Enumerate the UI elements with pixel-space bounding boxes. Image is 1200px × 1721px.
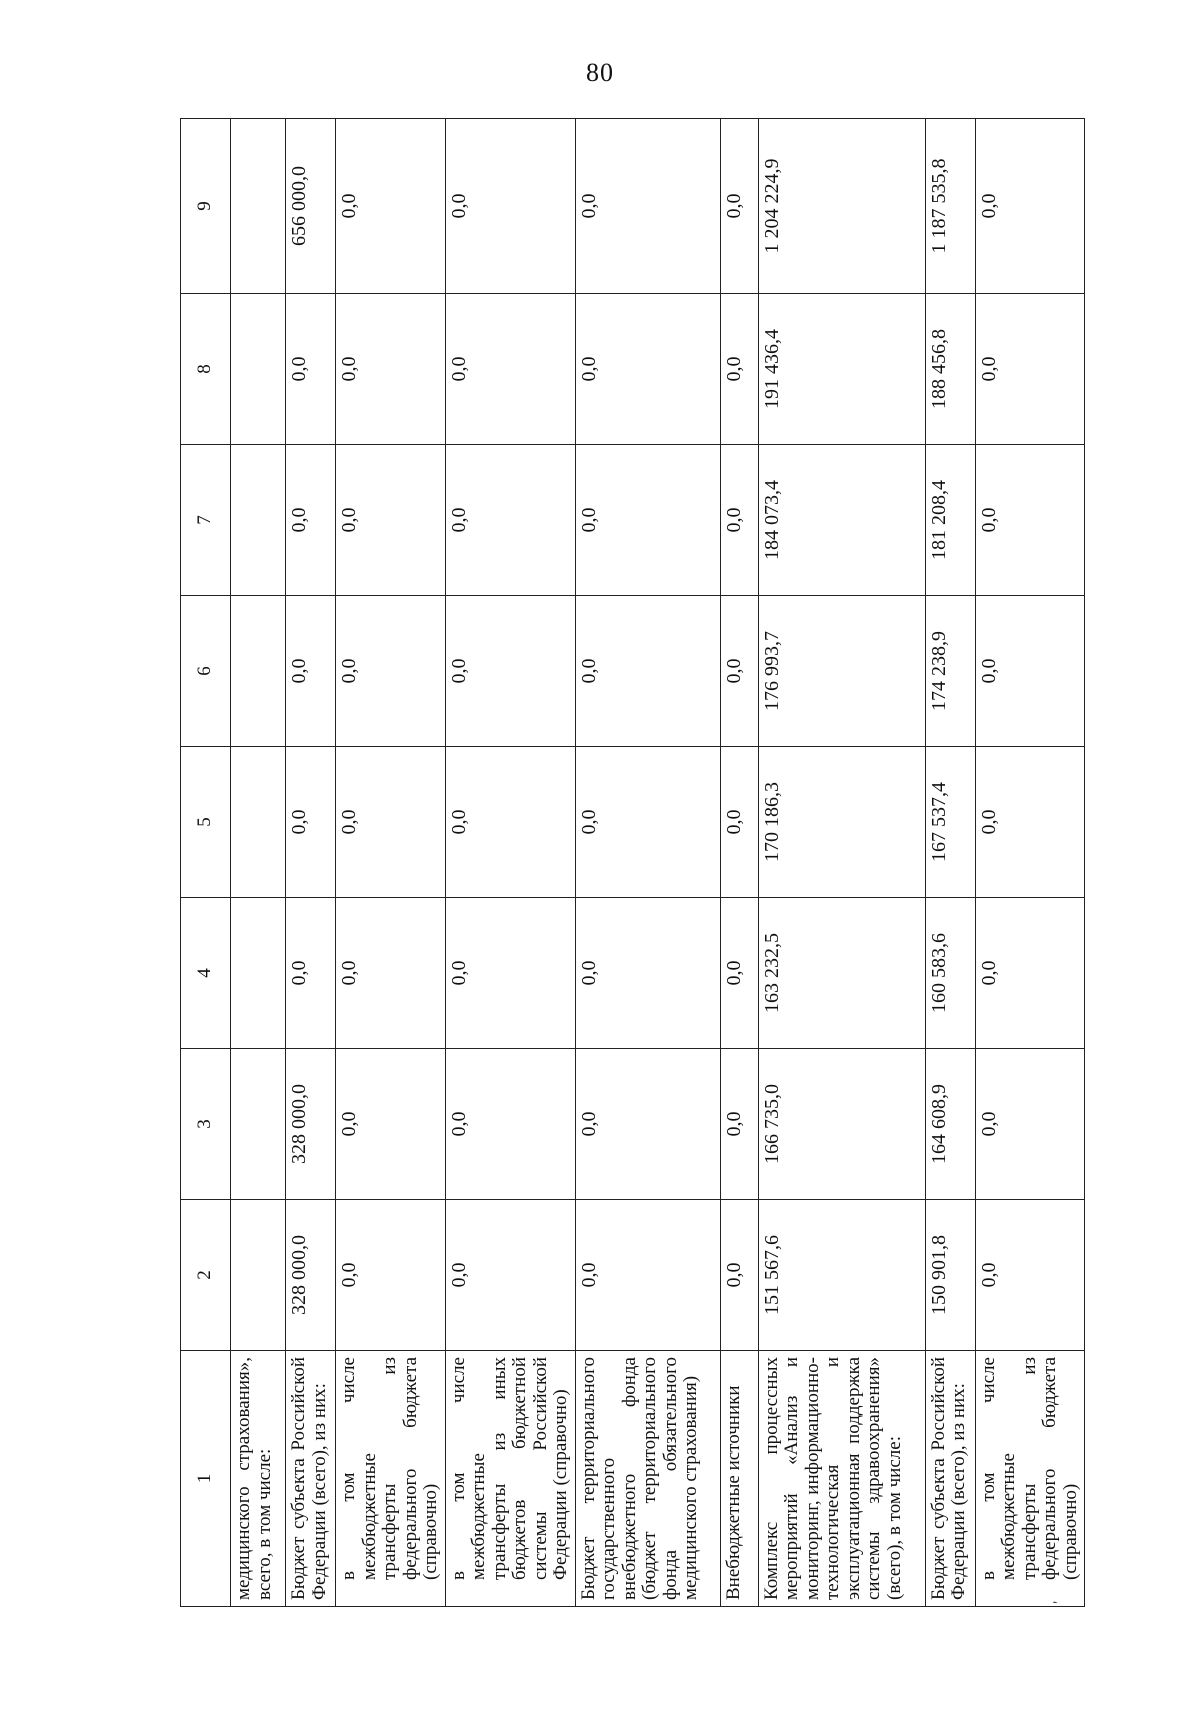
value-cell: 0,0 xyxy=(975,747,1085,898)
value-cell: 0,0 xyxy=(286,898,336,1049)
value-cell: 0,0 xyxy=(720,1200,758,1351)
value-cell: 167 537,4 xyxy=(925,747,975,898)
row-label: в том числе межбюджетные трансферты из федерального бюджета (справочно) xyxy=(336,1351,446,1607)
value-cell: 0,0 xyxy=(445,898,575,1049)
value-cell: 1 204 224,9 xyxy=(758,119,925,294)
column-header-9: 9 xyxy=(181,119,231,294)
value-cell xyxy=(231,1049,286,1200)
value-cell: 0,0 xyxy=(286,747,336,898)
table-row xyxy=(336,119,446,1607)
value-cell: 191 436,4 xyxy=(758,294,925,445)
table-row xyxy=(758,119,925,1607)
value-cell: 0,0 xyxy=(286,596,336,747)
value-cell: 0,0 xyxy=(336,294,446,445)
value-cell: 151 567,6 xyxy=(758,1200,925,1351)
table-row xyxy=(286,119,336,1607)
row-label: Бюджет субъекта Российской Федерации (всего), из них: xyxy=(925,1351,975,1607)
table-row xyxy=(575,119,720,1607)
value-cell: 0,0 xyxy=(445,1049,575,1200)
value-cell: 0,0 xyxy=(286,294,336,445)
column-header-8: 8 xyxy=(181,294,231,445)
row-label: медицинского страхования», всего, в том числе: xyxy=(231,1351,286,1607)
value-cell: 0,0 xyxy=(445,119,575,294)
value-cell: 160 583,6 xyxy=(925,898,975,1049)
table-row xyxy=(925,119,975,1607)
value-cell: 0,0 xyxy=(575,294,720,445)
column-header-7: 7 xyxy=(181,445,231,596)
value-cell: 0,0 xyxy=(720,119,758,294)
value-cell: 0,0 xyxy=(575,747,720,898)
value-cell: 1 187 535,8 xyxy=(925,119,975,294)
value-cell: 0,0 xyxy=(336,596,446,747)
value-cell xyxy=(231,747,286,898)
value-cell: 0,0 xyxy=(575,898,720,1049)
value-cell: 0,0 xyxy=(445,1200,575,1351)
value-cell: 164 608,9 xyxy=(925,1049,975,1200)
row-label: в том числе межбюджетные трансферты из федерального бюджета (справочно) xyxy=(975,1351,1085,1607)
stray-mark: ` xyxy=(1050,1596,1066,1618)
budget-table xyxy=(180,118,1085,1607)
row-label: Бюджет субъекта Российской Федерации (всего), из них: xyxy=(286,1351,336,1607)
value-cell: 0,0 xyxy=(336,445,446,596)
value-cell: 0,0 xyxy=(286,445,336,596)
table-row xyxy=(975,119,1085,1607)
value-cell: 0,0 xyxy=(975,445,1085,596)
column-header-5: 5 xyxy=(181,747,231,898)
value-cell: 328 000,0 xyxy=(286,1200,336,1351)
column-header-3: 3 xyxy=(181,1049,231,1200)
value-cell: 0,0 xyxy=(975,596,1085,747)
value-cell xyxy=(231,445,286,596)
value-cell: 0,0 xyxy=(336,1200,446,1351)
value-cell: 0,0 xyxy=(720,747,758,898)
value-cell: 0,0 xyxy=(336,898,446,1049)
value-cell: 170 186,3 xyxy=(758,747,925,898)
value-cell: 0,0 xyxy=(720,596,758,747)
row-label: Комплекс процессных мероприятий «Анализ и мониторинг, информационно-технологическая и эксплуатационная поддержка системы здравоохранения» (всего), в том числе: xyxy=(758,1351,925,1607)
table-row xyxy=(445,119,575,1607)
value-cell xyxy=(231,1200,286,1351)
value-cell: 656 000,0 xyxy=(286,119,336,294)
value-cell: 0,0 xyxy=(975,119,1085,294)
rotated-table-container xyxy=(180,119,1081,1607)
value-cell: 150 901,8 xyxy=(925,1200,975,1351)
value-cell xyxy=(231,294,286,445)
value-cell: 0,0 xyxy=(445,596,575,747)
value-cell: 184 073,4 xyxy=(758,445,925,596)
value-cell: 0,0 xyxy=(975,294,1085,445)
value-cell: 0,0 xyxy=(445,747,575,898)
table-row xyxy=(231,119,286,1607)
value-cell: 0,0 xyxy=(575,596,720,747)
value-cell: 0,0 xyxy=(336,747,446,898)
page-number: 80 xyxy=(586,58,614,87)
value-cell: 181 208,4 xyxy=(925,445,975,596)
value-cell: 0,0 xyxy=(720,1049,758,1200)
value-cell: 328 000,0 xyxy=(286,1049,336,1200)
row-label: в том числе межбюджетные трансферты из иных бюджетов бюджетной системы Российской Федерации (справочно) xyxy=(445,1351,575,1607)
value-cell: 0,0 xyxy=(575,1049,720,1200)
header-row xyxy=(181,119,231,1607)
value-cell: 0,0 xyxy=(720,294,758,445)
value-cell xyxy=(231,119,286,294)
row-label: Внебюджетные источники xyxy=(720,1351,758,1607)
value-cell: 0,0 xyxy=(720,898,758,1049)
row-label: Бюджет территориального государственного внебюджетного фонда (бюджет территориального фонда обязательного медицинского страхования) xyxy=(575,1351,720,1607)
value-cell: 188 456,8 xyxy=(925,294,975,445)
column-header-6: 6 xyxy=(181,596,231,747)
value-cell: 0,0 xyxy=(975,898,1085,1049)
value-cell: 176 993,7 xyxy=(758,596,925,747)
value-cell: 166 735,0 xyxy=(758,1049,925,1200)
value-cell: 163 232,5 xyxy=(758,898,925,1049)
value-cell: 0,0 xyxy=(575,445,720,596)
value-cell: 0,0 xyxy=(575,1200,720,1351)
value-cell xyxy=(231,898,286,1049)
value-cell: 0,0 xyxy=(445,294,575,445)
table-row xyxy=(720,119,758,1607)
column-header-1: 1 xyxy=(181,1351,231,1607)
value-cell: 0,0 xyxy=(575,119,720,294)
column-header-4: 4 xyxy=(181,898,231,1049)
value-cell: 0,0 xyxy=(975,1200,1085,1351)
value-cell: 0,0 xyxy=(445,445,575,596)
column-header-2: 2 xyxy=(181,1200,231,1351)
value-cell: 0,0 xyxy=(336,119,446,294)
value-cell: 0,0 xyxy=(336,1049,446,1200)
value-cell: 174 238,9 xyxy=(925,596,975,747)
value-cell xyxy=(231,596,286,747)
value-cell: 0,0 xyxy=(720,445,758,596)
value-cell: 0,0 xyxy=(975,1049,1085,1200)
